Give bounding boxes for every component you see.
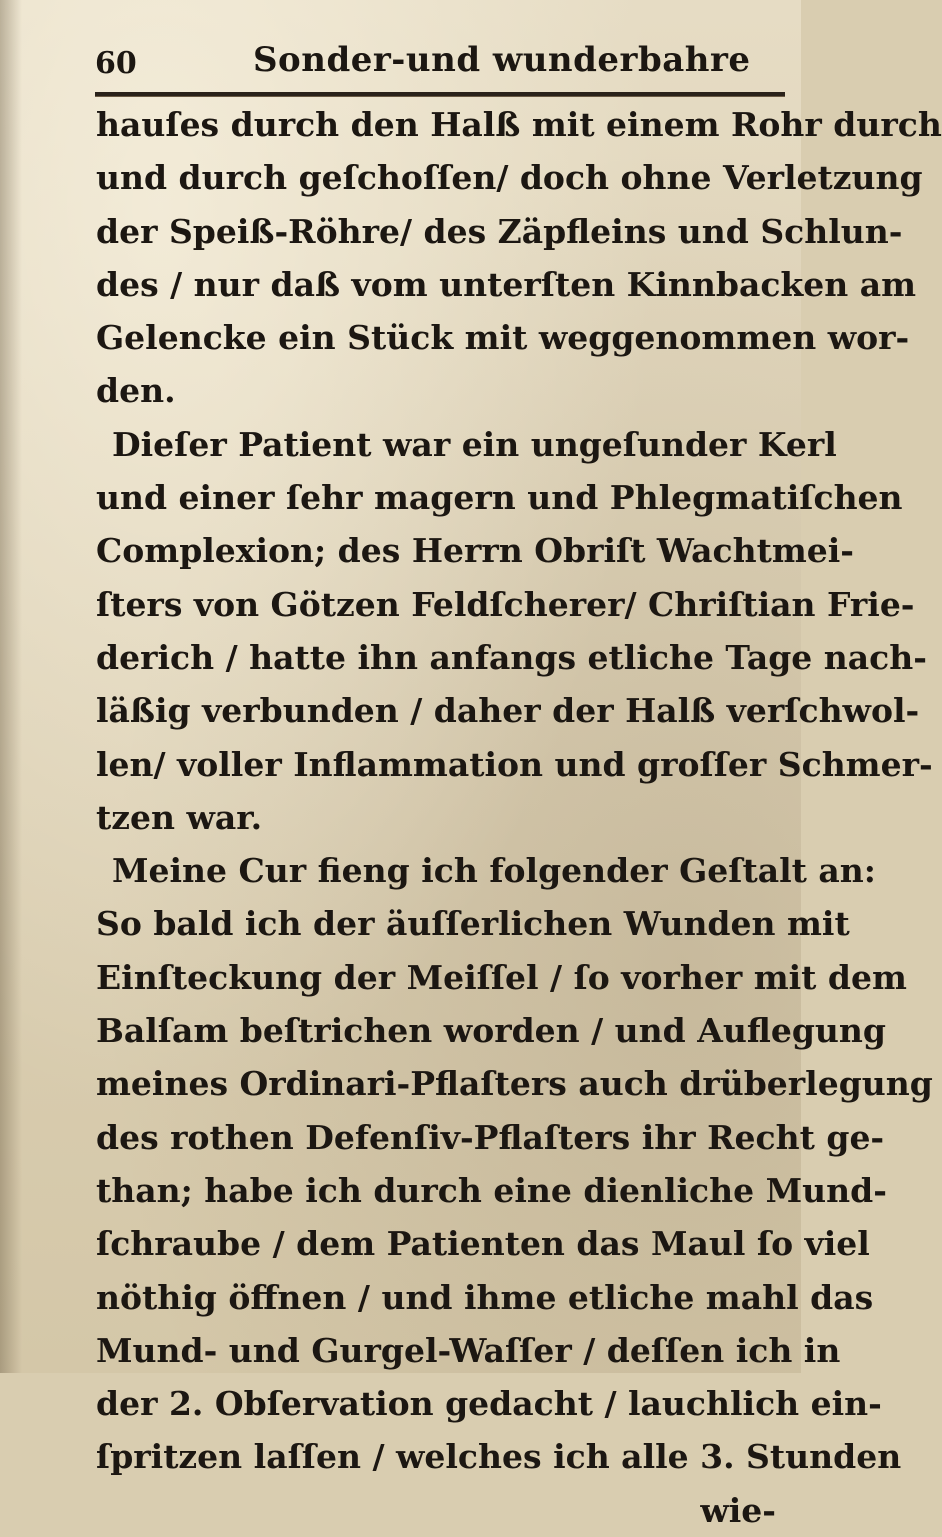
text-line: der Speiß-Röhre/ des Zäpfleins und Schlun- [96, 211, 903, 251]
header-rule [95, 92, 785, 97]
text-line: der 2. Obſervation gedacht / lauchlich ein- [96, 1384, 882, 1424]
text-line: nöthig öffnen / und ihme etliche mahl das [96, 1277, 874, 1317]
text-line: tzen war. [96, 797, 263, 837]
text-line: des / nur daß vom unterſten Kinnbacken am [96, 264, 917, 304]
catchword: wie- [700, 1490, 776, 1530]
running-title: Sonder-und wunderbahre [253, 40, 751, 80]
text-line: Balſam beſtrichen worden / und Auflegung [96, 1011, 886, 1051]
text-line: den. [96, 371, 176, 411]
paragraph-start-line: Meine Cur fieng ich folgender Geſtalt an: [112, 851, 876, 891]
text-line: ſters von Götzen Feldſcherer/ Chriſtian Frie- [96, 584, 915, 624]
text-line: und einer ſehr magern und Phlegmatiſchen [96, 478, 903, 518]
text-line: Complexion; des Herrn Obriſt Wachtmei- [96, 531, 854, 571]
page-number: 60 [95, 46, 137, 81]
paragraph-start-line: Dieſer Patient war ein ungeſunder Kerl [112, 424, 837, 464]
text-line: des rothen Defenſiv-Pflaſters ihr Recht ge- [96, 1117, 885, 1157]
text-line: meines Ordinari-Pflaſters auch drüberlegung [96, 1064, 933, 1104]
text-line: Einſteckung der Meiſſel / ſo vorher mit dem [96, 957, 907, 997]
page-gutter-shadow [0, 0, 22, 1373]
text-line: läßig verbunden / daher der Halß verſchwol- [96, 691, 920, 731]
text-line: Gelencke ein Stück mit weggenommen wor- [96, 318, 910, 358]
text-line: than; habe ich durch eine dienliche Mund- [96, 1170, 887, 1210]
text-line: ſpritzen laſſen / welches ich alle 3. Stunden [96, 1437, 902, 1477]
text-line: und durch geſchoſſen/ doch ohne Verletzung [96, 158, 923, 198]
body-text [96, 98, 942, 1537]
text-line: Mund- und Gurgel-Waſſer / deſſen ich in [96, 1330, 841, 1370]
text-line: len/ voller Inflammation und groſſer Schmer- [96, 744, 933, 784]
text-line: So bald ich der äuſſerlichen Wunden mit [96, 904, 850, 944]
text-line: derich / hatte ihn anfangs etliche Tage nach- [96, 637, 927, 677]
text-line: ſchraube / dem Patienten das Maul ſo viel [96, 1224, 870, 1264]
text-line: hauſes durch den Halß mit einem Rohr durch [96, 105, 942, 144]
page-header [95, 40, 775, 90]
